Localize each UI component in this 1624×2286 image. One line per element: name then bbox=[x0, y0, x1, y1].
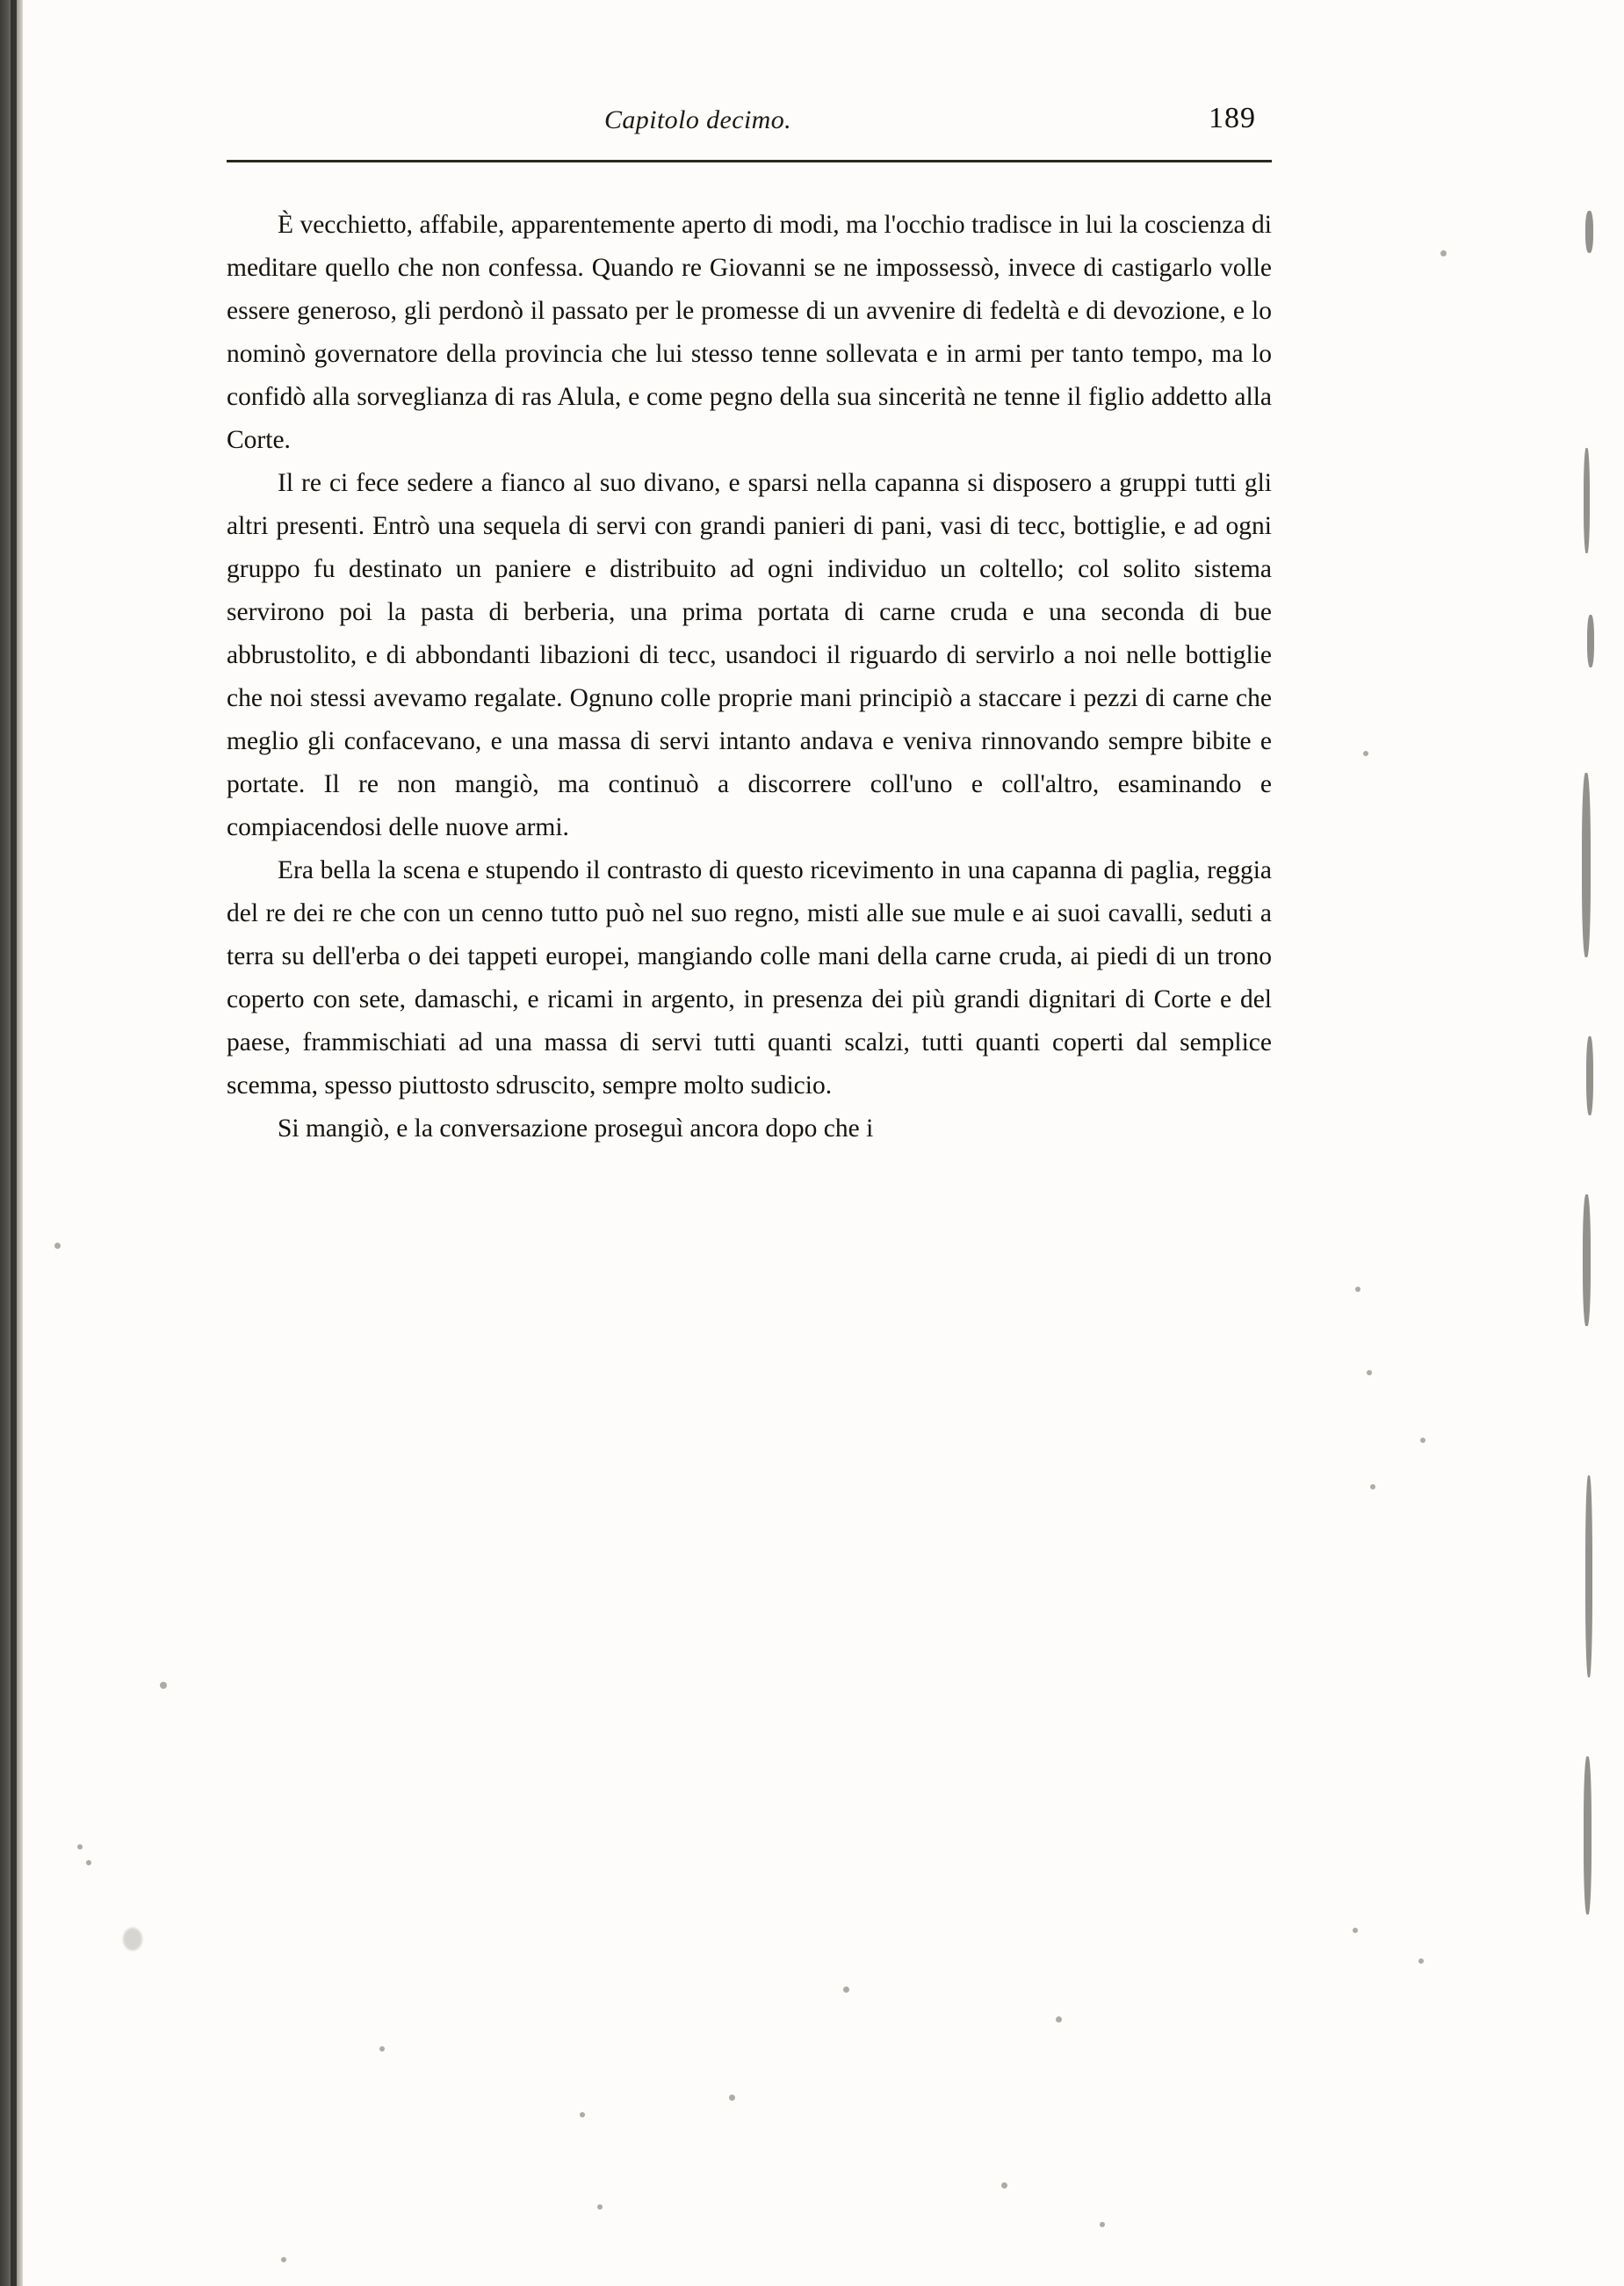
page-content bbox=[227, 102, 1272, 1150]
paragraph-4: Si mangiò, e la conversazione proseguì ancora dopo che i bbox=[278, 1114, 874, 1143]
running-head: Capitolo decimo. bbox=[604, 105, 792, 134]
scan-speck bbox=[1355, 1287, 1361, 1292]
scan-speck bbox=[1001, 2182, 1007, 2189]
paragraph-1: È vecchietto, affabile, apparentemente aperto di modi, ma l'occhio tradisce in lui la coscienza di meditare quello che non confessa. Quando re Giovanni se ne impossessò, invece di castigarlo volle essere generoso, gli perdonò il passato per le promesse di un avvenire di fedeltà e di devozione, e lo nominò governatore della provincia che lui stesso tenne sollevata e in armi per tanto tempo, ma lo confidò alla sorveglianza di ras Alula, e come pegno della sua sincerità ne tenne il figlio addetto alla Corte. bbox=[227, 211, 1272, 454]
scan-speck bbox=[1420, 1438, 1426, 1443]
scan-speck bbox=[281, 2257, 286, 2262]
scan-speck bbox=[843, 1987, 849, 1993]
scan-speck bbox=[729, 2095, 735, 2101]
scan-speck bbox=[1363, 751, 1368, 756]
scan-speck bbox=[1418, 1958, 1424, 1964]
scan-speck bbox=[86, 1860, 91, 1865]
scan-speck bbox=[597, 2204, 603, 2210]
paragraph-2: Il re ci fece sedere a fianco al suo divano, e sparsi nella capanna si disposero a gruppi tutti gli altri presenti. Entrò una sequela di servi con grandi panieri di pani, vasi di tecc, bottiglie, e ad ogni gruppo fu destinato un paniere e distribuito ad ogni individuo un coltello; col solito sistema servirono poi la pasta di berberia, una prima portata di carne cruda e una seconda di bue abbrustolito, e di abbondanti libazioni di tecc, usandoci il riguardo di servirlo a noi nelle bottiglie che noi stessi avevamo regalate. Ognuno colle proprie mani principiò a staccare i pezzi di carne che meglio gli confacevano, e una massa di servi intanto andava e veniva rinnovando sempre bibite e portate. Il re non mangiò, ma continuò a discorrere coll'uno e coll'altro, esaminando e compiacendosi delle nuove armi. bbox=[227, 469, 1272, 841]
scan-speck bbox=[1440, 250, 1447, 256]
scan-binding-shadow bbox=[11, 0, 17, 2286]
body-text bbox=[227, 204, 1272, 1150]
scan-speck bbox=[54, 1243, 61, 1249]
scan-smudge bbox=[123, 1928, 142, 1951]
scan-binding-edge bbox=[0, 0, 23, 2286]
scan-speck bbox=[1370, 1484, 1375, 1489]
scan-speck bbox=[160, 1682, 167, 1689]
scan-speck bbox=[580, 2112, 585, 2117]
scan-speck bbox=[1353, 1928, 1358, 1933]
paragraph-3: Era bella la scena e stupendo il contrasto di questo ricevimento in una capanna di paglia, reggia del re dei re che con un cenno tutto può nel suo regno, misti alle sue mule e ai suoi cavalli, seduti a terra su dell'erba o dei tappeti europei, mangiando colle mani della carne cruda, ai piedi di un trono coperto con sete, damaschi, e ricami in argento, in presenza dei più grandi dignitari di Corte e del paese, frammischiati ad una massa di servi tutti quanti scalzi, tutti quanti coperti dal semplice scemma, spesso piuttosto sdruscito, sempre molto sudicio. bbox=[227, 856, 1272, 1100]
header-rule bbox=[227, 160, 1272, 162]
page-number: 189 bbox=[1209, 102, 1256, 134]
scan-speck bbox=[1367, 1370, 1372, 1375]
scan-speck bbox=[1100, 2222, 1105, 2227]
scan-speck bbox=[1056, 2016, 1062, 2023]
scan-speck bbox=[379, 2046, 385, 2052]
scan-edge-artifacts bbox=[1578, 158, 1601, 2090]
scan-speck bbox=[77, 1844, 83, 1850]
page-header bbox=[227, 102, 1272, 167]
